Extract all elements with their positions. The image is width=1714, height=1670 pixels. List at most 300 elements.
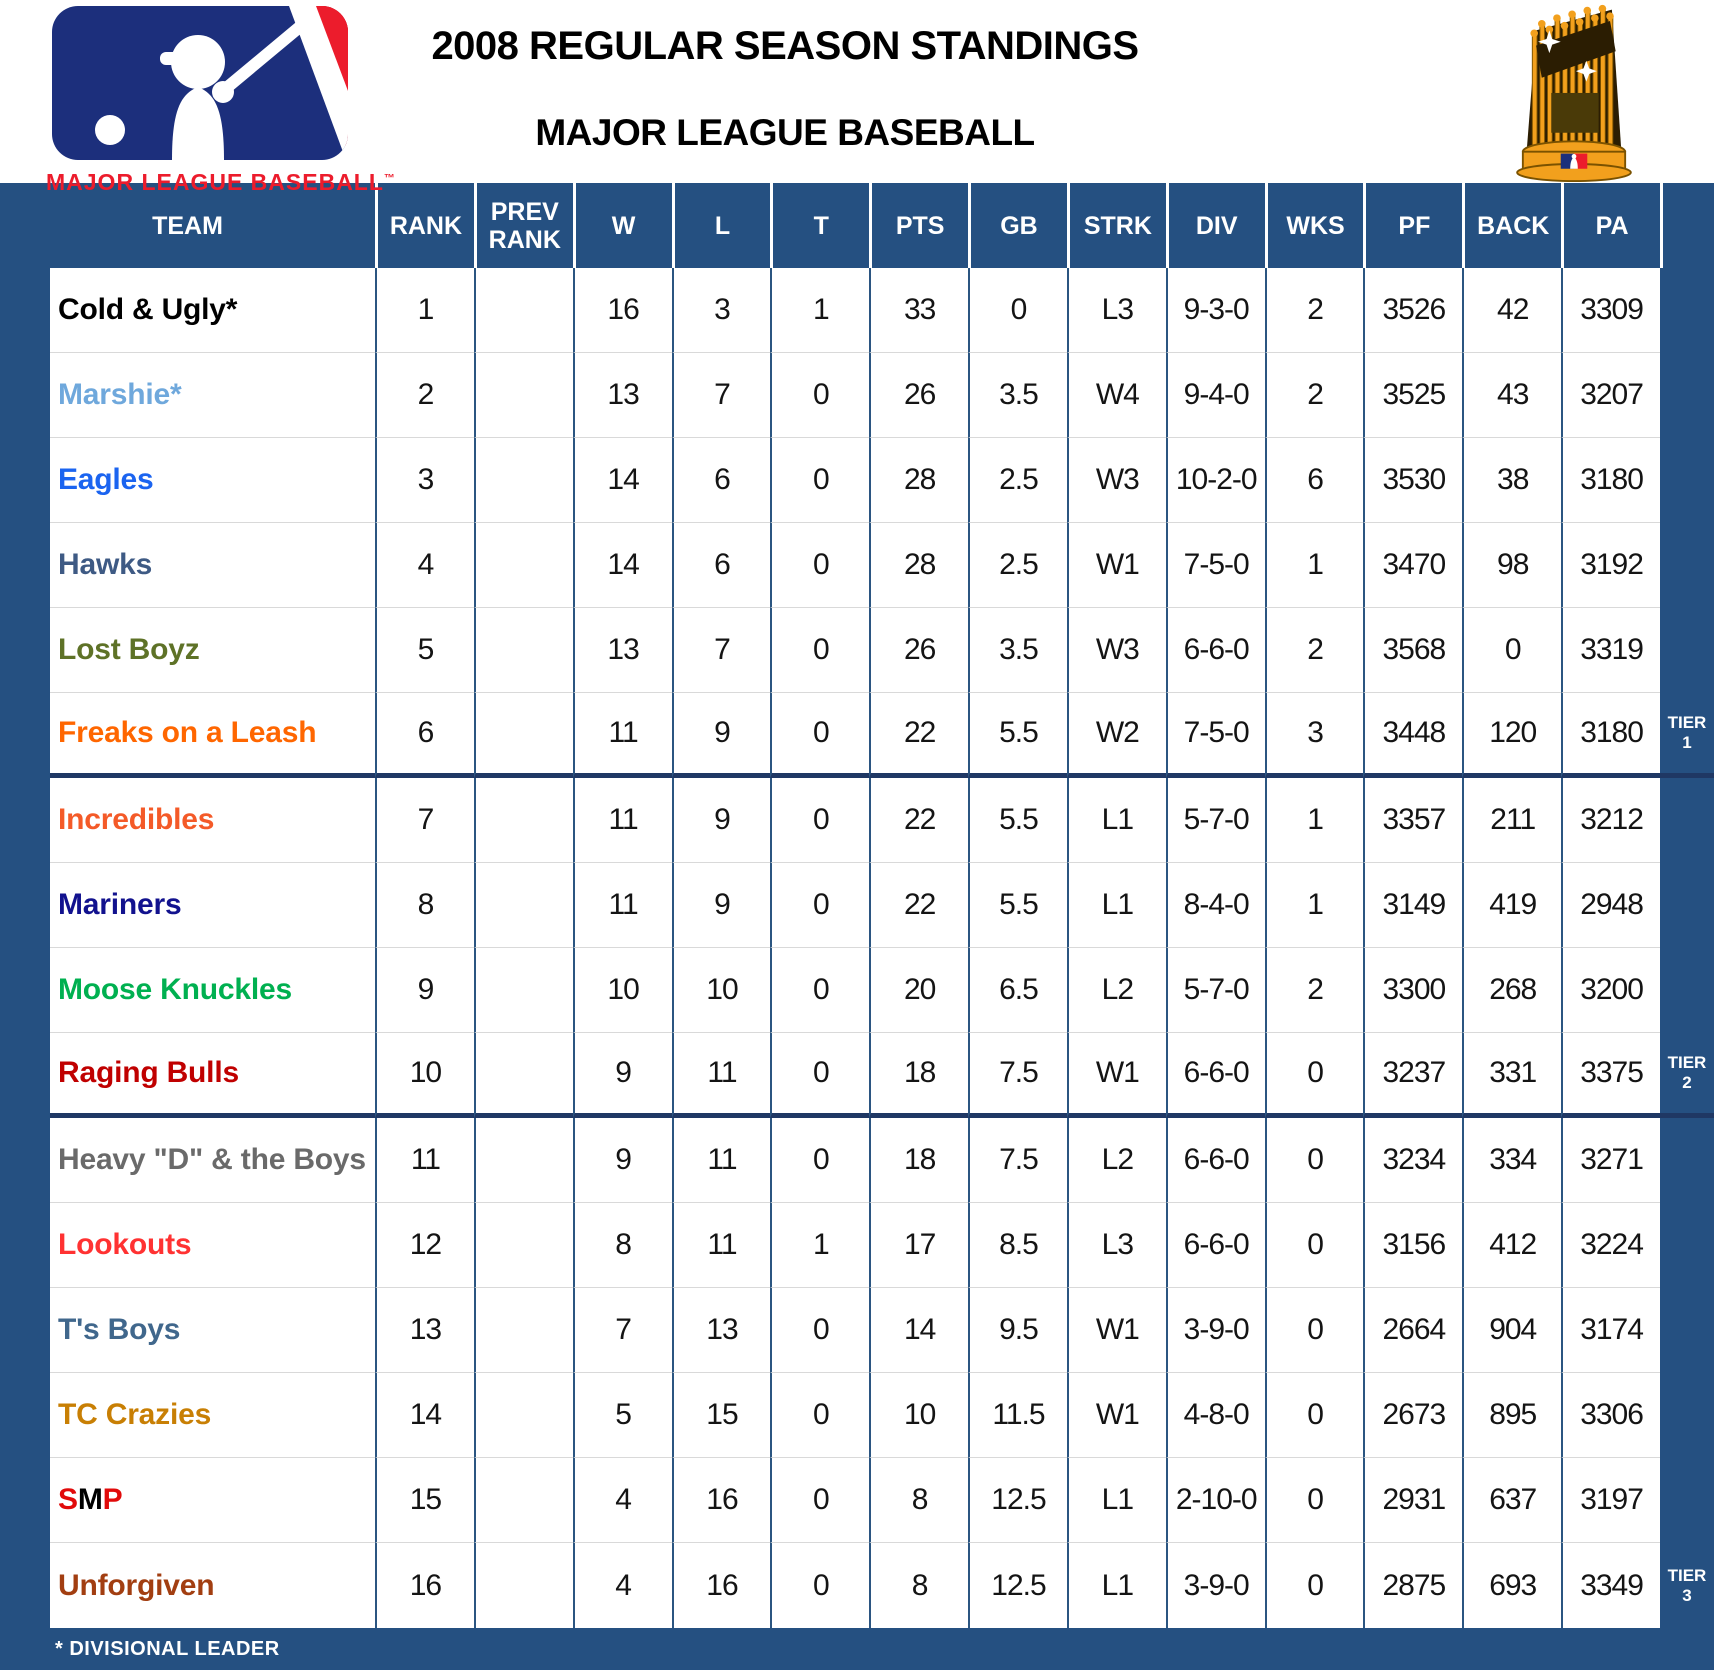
- stat-cell-wks: 2: [1265, 353, 1364, 438]
- stat-cell-l: 13: [672, 1288, 771, 1373]
- team-name: Hawks: [50, 523, 375, 608]
- stat-cell-strk: W4: [1067, 353, 1166, 438]
- stat-cell-t: 0: [770, 353, 869, 438]
- stat-cell-t: 0: [770, 778, 869, 863]
- stat-cell-pts: 28: [869, 523, 968, 608]
- stat-cell-prev-rank: [474, 948, 573, 1033]
- stat-cell-pf: 2673: [1363, 1373, 1462, 1458]
- stat-cell-pf: 3568: [1363, 608, 1462, 693]
- stat-cell-w: 11: [573, 693, 672, 778]
- tier-label: TIER 2: [1660, 1033, 1714, 1118]
- stat-cell-strk: L2: [1067, 948, 1166, 1033]
- team-name: Raging Bulls: [50, 1033, 375, 1118]
- stat-cell-strk: W3: [1067, 438, 1166, 523]
- stat-cell-gb: 5.5: [968, 693, 1067, 778]
- stat-cell-rank: 6: [375, 693, 474, 778]
- stat-cell-strk: L1: [1067, 1543, 1166, 1628]
- left-frame-band: [0, 523, 50, 608]
- table-row: [0, 1203, 1714, 1288]
- stat-cell-strk: L3: [1067, 268, 1166, 353]
- stat-cell-w: 13: [573, 608, 672, 693]
- team-name: Marshie*: [50, 353, 375, 438]
- team-name: Freaks on a Leash: [50, 693, 375, 778]
- stat-cell-gb: 12.5: [968, 1543, 1067, 1628]
- stat-cell-strk: L3: [1067, 1203, 1166, 1288]
- stat-cell-l: 7: [672, 353, 771, 438]
- left-frame-band: [0, 778, 50, 863]
- stat-cell-pts: 18: [869, 1033, 968, 1118]
- stat-cell-gb: 7.5: [968, 1118, 1067, 1203]
- team-name: Moose Knuckles: [50, 948, 375, 1033]
- stat-cell-prev-rank: [474, 438, 573, 523]
- stat-cell-pts: 14: [869, 1288, 968, 1373]
- stat-cell-l: 9: [672, 693, 771, 778]
- stat-cell-t: 0: [770, 1033, 869, 1118]
- mlb-logo: [46, 4, 396, 196]
- stat-cell-t: 0: [770, 1373, 869, 1458]
- stat-cell-back: 693: [1462, 1543, 1561, 1628]
- stat-cell-pf: 3237: [1363, 1033, 1462, 1118]
- stat-cell-w: 8: [573, 1203, 672, 1288]
- team-name: Mariners: [50, 863, 375, 948]
- stat-cell-rank: 4: [375, 523, 474, 608]
- stat-cell-l: 9: [672, 863, 771, 948]
- right-frame-band: [1660, 438, 1714, 523]
- stat-cell-strk: W3: [1067, 608, 1166, 693]
- stat-cell-wks: 0: [1265, 1033, 1364, 1118]
- stat-cell-strk: L2: [1067, 1118, 1166, 1203]
- column-header-rank: RANK: [375, 183, 474, 268]
- stat-cell-div: 6-6-0: [1166, 1118, 1265, 1203]
- stat-cell-back: 334: [1462, 1118, 1561, 1203]
- stat-cell-wks: 2: [1265, 948, 1364, 1033]
- column-header-l: L: [672, 183, 771, 268]
- stat-cell-prev-rank: [474, 863, 573, 948]
- stat-cell-back: 98: [1462, 523, 1561, 608]
- stat-cell-prev-rank: [474, 1543, 573, 1628]
- stat-cell-pts: 8: [869, 1543, 968, 1628]
- stat-cell-l: 11: [672, 1118, 771, 1203]
- stat-cell-rank: 13: [375, 1288, 474, 1373]
- left-frame-band: [0, 268, 50, 353]
- stat-cell-div: 7-5-0: [1166, 693, 1265, 778]
- team-name: Incredibles: [50, 778, 375, 863]
- stat-cell-strk: W1: [1067, 1288, 1166, 1373]
- stat-cell-back: 43: [1462, 353, 1561, 438]
- stat-cell-t: 0: [770, 608, 869, 693]
- stat-cell-pts: 8: [869, 1458, 968, 1543]
- column-header-gb: GB: [968, 183, 1067, 268]
- stat-cell-prev-rank: [474, 1458, 573, 1543]
- stat-cell-div: 5-7-0: [1166, 948, 1265, 1033]
- column-header-back: BACK: [1462, 183, 1561, 268]
- right-frame-band: [1660, 1118, 1714, 1203]
- stat-cell-l: 16: [672, 1543, 771, 1628]
- stat-cell-gb: 12.5: [968, 1458, 1067, 1543]
- left-frame-band: [0, 1543, 50, 1628]
- left-frame-band: [0, 353, 50, 438]
- stat-cell-prev-rank: [474, 778, 573, 863]
- stat-cell-rank: 10: [375, 1033, 474, 1118]
- stat-cell-rank: 11: [375, 1118, 474, 1203]
- stat-cell-pf: 3234: [1363, 1118, 1462, 1203]
- stat-cell-back: 331: [1462, 1033, 1561, 1118]
- stat-cell-div: 6-6-0: [1166, 608, 1265, 693]
- stat-cell-div: 2-10-0: [1166, 1458, 1265, 1543]
- stat-cell-t: 0: [770, 1118, 869, 1203]
- team-name-segment: P: [102, 1483, 123, 1516]
- table-footer: [0, 1628, 1714, 1670]
- team-name: T's Boys: [50, 1288, 375, 1373]
- table-row: [0, 863, 1714, 948]
- stat-cell-w: 4: [573, 1458, 672, 1543]
- stat-cell-t: 0: [770, 523, 869, 608]
- column-header-t: T: [770, 183, 869, 268]
- stat-cell-pts: 17: [869, 1203, 968, 1288]
- page-title: 2008 REGULAR SEASON STANDINGS: [431, 24, 1139, 68]
- stat-cell-rank: 12: [375, 1203, 474, 1288]
- stat-cell-div: 6-6-0: [1166, 1033, 1265, 1118]
- stat-cell-pa: 3192: [1561, 523, 1660, 608]
- stat-cell-prev-rank: [474, 1288, 573, 1373]
- stat-cell-back: 0: [1462, 608, 1561, 693]
- stat-cell-gb: 6.5: [968, 948, 1067, 1033]
- stat-cell-pa: 3319: [1561, 608, 1660, 693]
- stat-cell-wks: 3: [1265, 693, 1364, 778]
- stat-cell-l: 15: [672, 1373, 771, 1458]
- header-band-spacer: [1660, 183, 1714, 268]
- table-row: [0, 353, 1714, 438]
- stat-cell-t: 0: [770, 1543, 869, 1628]
- stat-cell-gb: 2.5: [968, 438, 1067, 523]
- stat-cell-pts: 22: [869, 778, 968, 863]
- stat-cell-pa: 3207: [1561, 353, 1660, 438]
- stat-cell-prev-rank: [474, 523, 573, 608]
- column-header-pts: PTS: [869, 183, 968, 268]
- right-frame-band: [1660, 948, 1714, 1033]
- column-header-w: W: [573, 183, 672, 268]
- stat-cell-t: 1: [770, 1203, 869, 1288]
- stat-cell-t: 0: [770, 438, 869, 523]
- left-frame-band: [0, 948, 50, 1033]
- stat-cell-wks: 0: [1265, 1458, 1364, 1543]
- stat-cell-div: 3-9-0: [1166, 1543, 1265, 1628]
- stat-cell-w: 10: [573, 948, 672, 1033]
- table-row: [0, 1458, 1714, 1543]
- left-frame-band: [0, 1288, 50, 1373]
- world-series-trophy-icon: [1490, 2, 1658, 182]
- stat-cell-w: 11: [573, 778, 672, 863]
- table-row: [0, 1033, 1714, 1118]
- stat-cell-pf: 2931: [1363, 1458, 1462, 1543]
- column-header-pa: PA: [1561, 183, 1660, 268]
- column-header-strk: STRK: [1067, 183, 1166, 268]
- stat-cell-strk: W1: [1067, 1373, 1166, 1458]
- stat-cell-l: 7: [672, 608, 771, 693]
- stat-cell-l: 16: [672, 1458, 771, 1543]
- stat-cell-rank: 14: [375, 1373, 474, 1458]
- right-frame-band: [1660, 778, 1714, 863]
- left-frame-band: [0, 693, 50, 778]
- stat-cell-gb: 11.5: [968, 1373, 1067, 1458]
- stat-cell-pa: 3375: [1561, 1033, 1660, 1118]
- page-subtitle: MAJOR LEAGUE BASEBALL: [535, 112, 1035, 153]
- tier-label: TIER 1: [1660, 693, 1714, 778]
- table-row: [0, 608, 1714, 693]
- stat-cell-wks: 0: [1265, 1373, 1364, 1458]
- stat-cell-l: 3: [672, 268, 771, 353]
- stat-cell-gb: 2.5: [968, 523, 1067, 608]
- standings-table-body: [0, 268, 1714, 1628]
- stat-cell-wks: 0: [1265, 1288, 1364, 1373]
- stat-cell-pts: 26: [869, 353, 968, 438]
- table-row: [0, 1288, 1714, 1373]
- stat-cell-l: 11: [672, 1203, 771, 1288]
- stat-cell-prev-rank: [474, 608, 573, 693]
- stat-cell-rank: 16: [375, 1543, 474, 1628]
- stat-cell-rank: 2: [375, 353, 474, 438]
- stat-cell-l: 11: [672, 1033, 771, 1118]
- team-name: TC Crazies: [50, 1373, 375, 1458]
- stat-cell-back: 419: [1462, 863, 1561, 948]
- table-row: [0, 948, 1714, 1033]
- mlb-wordmark: MAJOR LEAGUE BASEBALL™: [46, 169, 396, 195]
- stat-cell-wks: 1: [1265, 778, 1364, 863]
- table-row: [0, 778, 1714, 863]
- table-row: [0, 693, 1714, 778]
- stat-cell-wks: 2: [1265, 608, 1364, 693]
- stat-cell-gb: 7.5: [968, 1033, 1067, 1118]
- stat-cell-rank: 15: [375, 1458, 474, 1543]
- stat-cell-pts: 22: [869, 863, 968, 948]
- stat-cell-rank: 3: [375, 438, 474, 523]
- page-header: [0, 0, 1714, 195]
- stat-cell-pa: 3180: [1561, 693, 1660, 778]
- stat-cell-w: 16: [573, 268, 672, 353]
- table-row: [0, 1543, 1714, 1628]
- stat-cell-wks: 0: [1265, 1118, 1364, 1203]
- stat-cell-t: 0: [770, 1458, 869, 1543]
- stat-cell-pf: 2664: [1363, 1288, 1462, 1373]
- stat-cell-wks: 1: [1265, 863, 1364, 948]
- stat-cell-pts: 28: [869, 438, 968, 523]
- stat-cell-div: 10-2-0: [1166, 438, 1265, 523]
- stat-cell-prev-rank: [474, 353, 573, 438]
- column-header-wks: WKS: [1265, 183, 1364, 268]
- divisional-leader-note: * DIVISIONAL LEADER: [55, 1637, 280, 1660]
- right-frame-band: [1660, 1373, 1714, 1458]
- stat-cell-strk: W1: [1067, 1033, 1166, 1118]
- stat-cell-pa: 3309: [1561, 268, 1660, 353]
- table-row: [0, 438, 1714, 523]
- team-name: [50, 1458, 375, 1543]
- right-frame-band: [1660, 523, 1714, 608]
- stat-cell-w: 9: [573, 1033, 672, 1118]
- table-row: [0, 523, 1714, 608]
- stat-cell-w: 7: [573, 1288, 672, 1373]
- stat-cell-gb: 5.5: [968, 863, 1067, 948]
- right-frame-band: [1660, 608, 1714, 693]
- stat-cell-gb: 8.5: [968, 1203, 1067, 1288]
- stat-cell-pf: 3526: [1363, 268, 1462, 353]
- stat-cell-gb: 5.5: [968, 778, 1067, 863]
- stat-cell-pa: 3271: [1561, 1118, 1660, 1203]
- stat-cell-div: 8-4-0: [1166, 863, 1265, 948]
- stat-cell-l: 6: [672, 523, 771, 608]
- stat-cell-t: 0: [770, 693, 869, 778]
- stat-cell-wks: 6: [1265, 438, 1364, 523]
- left-frame-band: [0, 438, 50, 523]
- stat-cell-prev-rank: [474, 1203, 573, 1288]
- stat-cell-div: 6-6-0: [1166, 1203, 1265, 1288]
- right-frame-band: [1660, 1203, 1714, 1288]
- stat-cell-t: 0: [770, 1288, 869, 1373]
- stat-cell-pf: 3530: [1363, 438, 1462, 523]
- stat-cell-back: 904: [1462, 1288, 1561, 1373]
- stat-cell-wks: 1: [1265, 523, 1364, 608]
- team-name: Unforgiven: [50, 1543, 375, 1628]
- stat-cell-w: 13: [573, 353, 672, 438]
- right-frame-band: [1660, 1288, 1714, 1373]
- left-frame-band: [0, 1203, 50, 1288]
- table-row: [0, 1118, 1714, 1203]
- stat-cell-pa: 3197: [1561, 1458, 1660, 1543]
- stat-cell-gb: 0: [968, 268, 1067, 353]
- stat-cell-t: 0: [770, 948, 869, 1033]
- left-frame-band: [0, 1033, 50, 1118]
- stat-cell-pa: 2948: [1561, 863, 1660, 948]
- stat-cell-back: 42: [1462, 268, 1561, 353]
- team-name: Lookouts: [50, 1203, 375, 1288]
- stat-cell-pf: 3357: [1363, 778, 1462, 863]
- stat-cell-w: 14: [573, 438, 672, 523]
- left-frame-band: [0, 1118, 50, 1203]
- stat-cell-strk: W2: [1067, 693, 1166, 778]
- column-header-div: DIV: [1166, 183, 1265, 268]
- left-frame-band: [0, 863, 50, 948]
- stat-cell-div: 9-4-0: [1166, 353, 1265, 438]
- stat-cell-strk: L1: [1067, 863, 1166, 948]
- right-frame-band: [1660, 863, 1714, 948]
- stat-cell-pf: 3525: [1363, 353, 1462, 438]
- stat-cell-strk: L1: [1067, 778, 1166, 863]
- stat-cell-pf: 3470: [1363, 523, 1462, 608]
- stat-cell-l: 10: [672, 948, 771, 1033]
- stat-cell-l: 9: [672, 778, 771, 863]
- stat-cell-prev-rank: [474, 693, 573, 778]
- stat-cell-pf: 3149: [1363, 863, 1462, 948]
- stat-cell-back: 268: [1462, 948, 1561, 1033]
- stat-cell-rank: 9: [375, 948, 474, 1033]
- stat-cell-pf: 3156: [1363, 1203, 1462, 1288]
- column-header-pf: PF: [1363, 183, 1462, 268]
- stat-cell-rank: 1: [375, 268, 474, 353]
- stat-cell-pf: 3448: [1363, 693, 1462, 778]
- right-frame-band: [1660, 353, 1714, 438]
- stat-cell-back: 120: [1462, 693, 1561, 778]
- left-frame-band: [0, 1373, 50, 1458]
- team-name: Eagles: [50, 438, 375, 523]
- stat-cell-prev-rank: [474, 1118, 573, 1203]
- stat-cell-gb: 3.5: [968, 353, 1067, 438]
- stat-cell-pts: 20: [869, 948, 968, 1033]
- team-name: Cold & Ugly*: [50, 268, 375, 353]
- stat-cell-pts: 26: [869, 608, 968, 693]
- stat-cell-pf: 3300: [1363, 948, 1462, 1033]
- column-header-prev-rank: PREV RANK: [474, 183, 573, 268]
- stat-cell-l: 6: [672, 438, 771, 523]
- stat-cell-div: 7-5-0: [1166, 523, 1265, 608]
- stat-cell-pa: 3200: [1561, 948, 1660, 1033]
- stat-cell-pa: 3212: [1561, 778, 1660, 863]
- stat-cell-back: 38: [1462, 438, 1561, 523]
- stat-cell-w: 11: [573, 863, 672, 948]
- team-name-segment: S: [58, 1483, 78, 1516]
- stat-cell-back: 211: [1462, 778, 1561, 863]
- stat-cell-pa: 3224: [1561, 1203, 1660, 1288]
- stat-cell-wks: 0: [1265, 1203, 1364, 1288]
- stat-cell-gb: 3.5: [968, 608, 1067, 693]
- team-name: Lost Boyz: [50, 608, 375, 693]
- stat-cell-pa: 3349: [1561, 1543, 1660, 1628]
- stat-cell-t: 0: [770, 863, 869, 948]
- column-header-team: TEAM: [0, 183, 375, 268]
- stat-cell-pts: 10: [869, 1373, 968, 1458]
- stat-cell-prev-rank: [474, 1033, 573, 1118]
- tier-label: TIER 3: [1660, 1543, 1714, 1628]
- stat-cell-prev-rank: [474, 268, 573, 353]
- stat-cell-w: 9: [573, 1118, 672, 1203]
- stat-cell-gb: 9.5: [968, 1288, 1067, 1373]
- stat-cell-wks: 2: [1265, 268, 1364, 353]
- stat-cell-pts: 18: [869, 1118, 968, 1203]
- stat-cell-w: 14: [573, 523, 672, 608]
- stat-cell-w: 4: [573, 1543, 672, 1628]
- stat-cell-prev-rank: [474, 1373, 573, 1458]
- team-name-segment: M: [77, 1483, 103, 1516]
- stat-cell-t: 1: [770, 268, 869, 353]
- stat-cell-w: 5: [573, 1373, 672, 1458]
- stat-cell-pts: 22: [869, 693, 968, 778]
- stat-cell-div: 3-9-0: [1166, 1288, 1265, 1373]
- stat-cell-rank: 7: [375, 778, 474, 863]
- stat-cell-back: 895: [1462, 1373, 1561, 1458]
- team-name: Heavy "D" & the Boys: [50, 1118, 375, 1203]
- stat-cell-wks: 0: [1265, 1543, 1364, 1628]
- stat-cell-pf: 2875: [1363, 1543, 1462, 1628]
- mlb-batter-logo-icon: [46, 4, 354, 162]
- left-frame-band: [0, 608, 50, 693]
- stat-cell-strk: L1: [1067, 1458, 1166, 1543]
- stat-cell-pa: 3180: [1561, 438, 1660, 523]
- stat-cell-div: 9-3-0: [1166, 268, 1265, 353]
- table-row: [0, 1373, 1714, 1458]
- table-row: [0, 268, 1714, 353]
- stat-cell-strk: W1: [1067, 523, 1166, 608]
- stat-cell-div: 4-8-0: [1166, 1373, 1265, 1458]
- trademark-symbol: ™: [383, 172, 396, 185]
- left-frame-band: [0, 1458, 50, 1543]
- stat-cell-back: 412: [1462, 1203, 1561, 1288]
- stat-cell-div: 5-7-0: [1166, 778, 1265, 863]
- stat-cell-pa: 3174: [1561, 1288, 1660, 1373]
- stat-cell-rank: 5: [375, 608, 474, 693]
- right-frame-band: [1660, 1458, 1714, 1543]
- stat-cell-pa: 3306: [1561, 1373, 1660, 1458]
- stat-cell-rank: 8: [375, 863, 474, 948]
- stat-cell-pts: 33: [869, 268, 968, 353]
- right-frame-band: [1660, 268, 1714, 353]
